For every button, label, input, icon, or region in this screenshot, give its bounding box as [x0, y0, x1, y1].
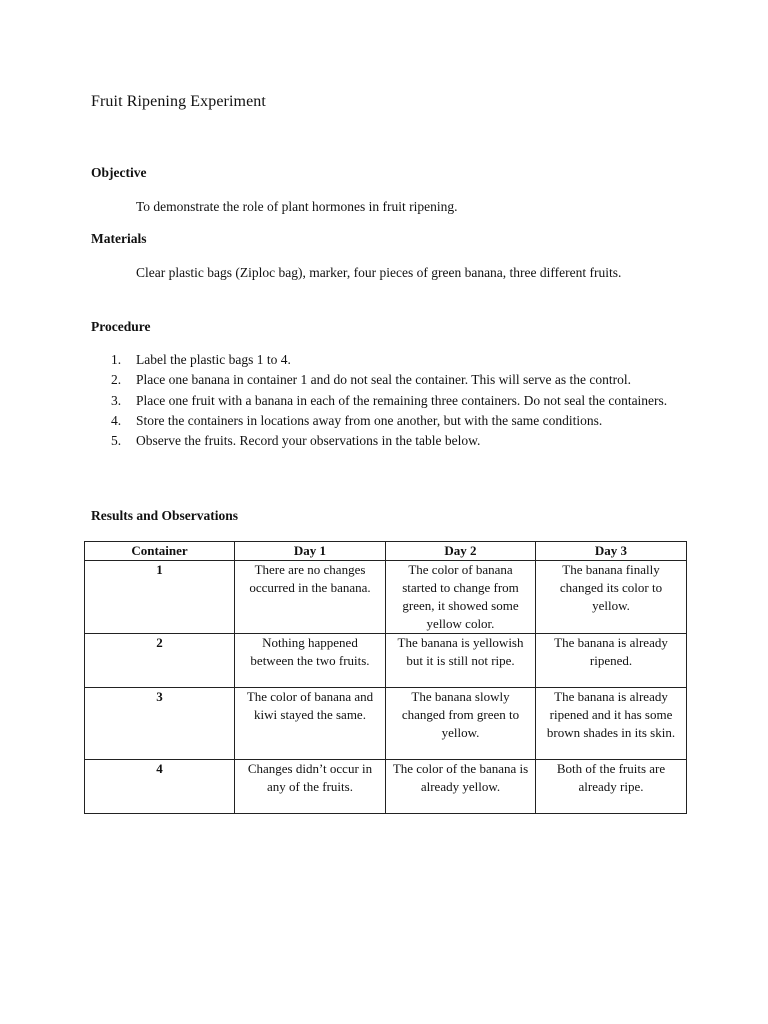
procedure-step	[91, 370, 671, 390]
table-cell: The banana slowly changed from green to yellow.	[386, 688, 536, 760]
table-cell: 4	[85, 760, 235, 814]
step-text: Place one fruit with a banana in each of the remaining three containers. Do not seal the containers.	[136, 392, 668, 408]
procedure-list	[91, 350, 671, 451]
column-header: Day 1	[235, 542, 386, 561]
step-number: 1.	[111, 352, 122, 367]
table-cell: There are no changes occurred in the banana.	[235, 561, 386, 634]
step-number: 4.	[111, 412, 122, 428]
table-cell: Nothing happened between the two fruits.	[235, 634, 386, 688]
table-cell: 2	[85, 634, 235, 688]
objective-heading: Objective	[91, 165, 147, 180]
step-number: 3.	[111, 392, 122, 408]
table-row	[85, 634, 687, 688]
step-text: Place one banana in container 1 and do not seal the container. This will serve as the control.	[136, 372, 631, 388]
column-header: Day 2	[386, 542, 536, 561]
procedure-step	[91, 391, 671, 411]
table-cell: The banana is yellowish but it is still not ripe.	[386, 634, 536, 688]
results-table	[84, 541, 687, 814]
procedure-step	[91, 350, 671, 370]
document-title: Fruit Ripening Experiment	[91, 93, 266, 110]
table-row	[85, 688, 687, 760]
step-number: 2.	[111, 372, 122, 388]
table-cell: The color of banana started to change from green, it showed some yellow color.	[386, 561, 536, 634]
procedure-step	[91, 411, 671, 431]
step-text: Store the containers in locations away from one another, but with the same conditions.	[136, 412, 603, 428]
procedure-step	[91, 431, 671, 451]
table-cell: The banana is already ripened.	[536, 634, 687, 688]
table-header-row	[85, 542, 687, 561]
step-number: 5.	[111, 433, 122, 449]
table-cell: Changes didn’t occur in any of the fruits.	[235, 760, 386, 814]
table-cell: Both of the fruits are already ripe.	[536, 760, 687, 814]
table-row	[85, 561, 687, 634]
materials-text: Clear plastic bags (Ziploc bag), marker, four pieces of green banana, three different fruits.	[136, 265, 622, 280]
table-cell: The color of the banana is already yellow.	[386, 760, 536, 814]
step-text: Observe the fruits. Record your observations in the table below.	[136, 433, 481, 449]
table-cell: 3	[85, 688, 235, 760]
objective-text: To demonstrate the role of plant hormones in fruit ripening.	[136, 199, 458, 214]
column-header: Container	[85, 542, 235, 561]
table-cell: The color of banana and kiwi stayed the same.	[235, 688, 386, 760]
table-cell: 1	[85, 561, 235, 634]
table-row	[85, 760, 687, 814]
table-cell: The banana finally changed its color to yellow.	[536, 561, 687, 634]
results-heading: Results and Observations	[91, 508, 239, 523]
column-header: Day 3	[536, 542, 687, 561]
table-cell: The banana is already ripened and it has some brown shades in its skin.	[536, 688, 687, 760]
procedure-heading: Procedure	[91, 319, 151, 334]
materials-heading: Materials	[91, 231, 147, 246]
step-text: Label the plastic bags 1 to 4.	[136, 352, 291, 367]
